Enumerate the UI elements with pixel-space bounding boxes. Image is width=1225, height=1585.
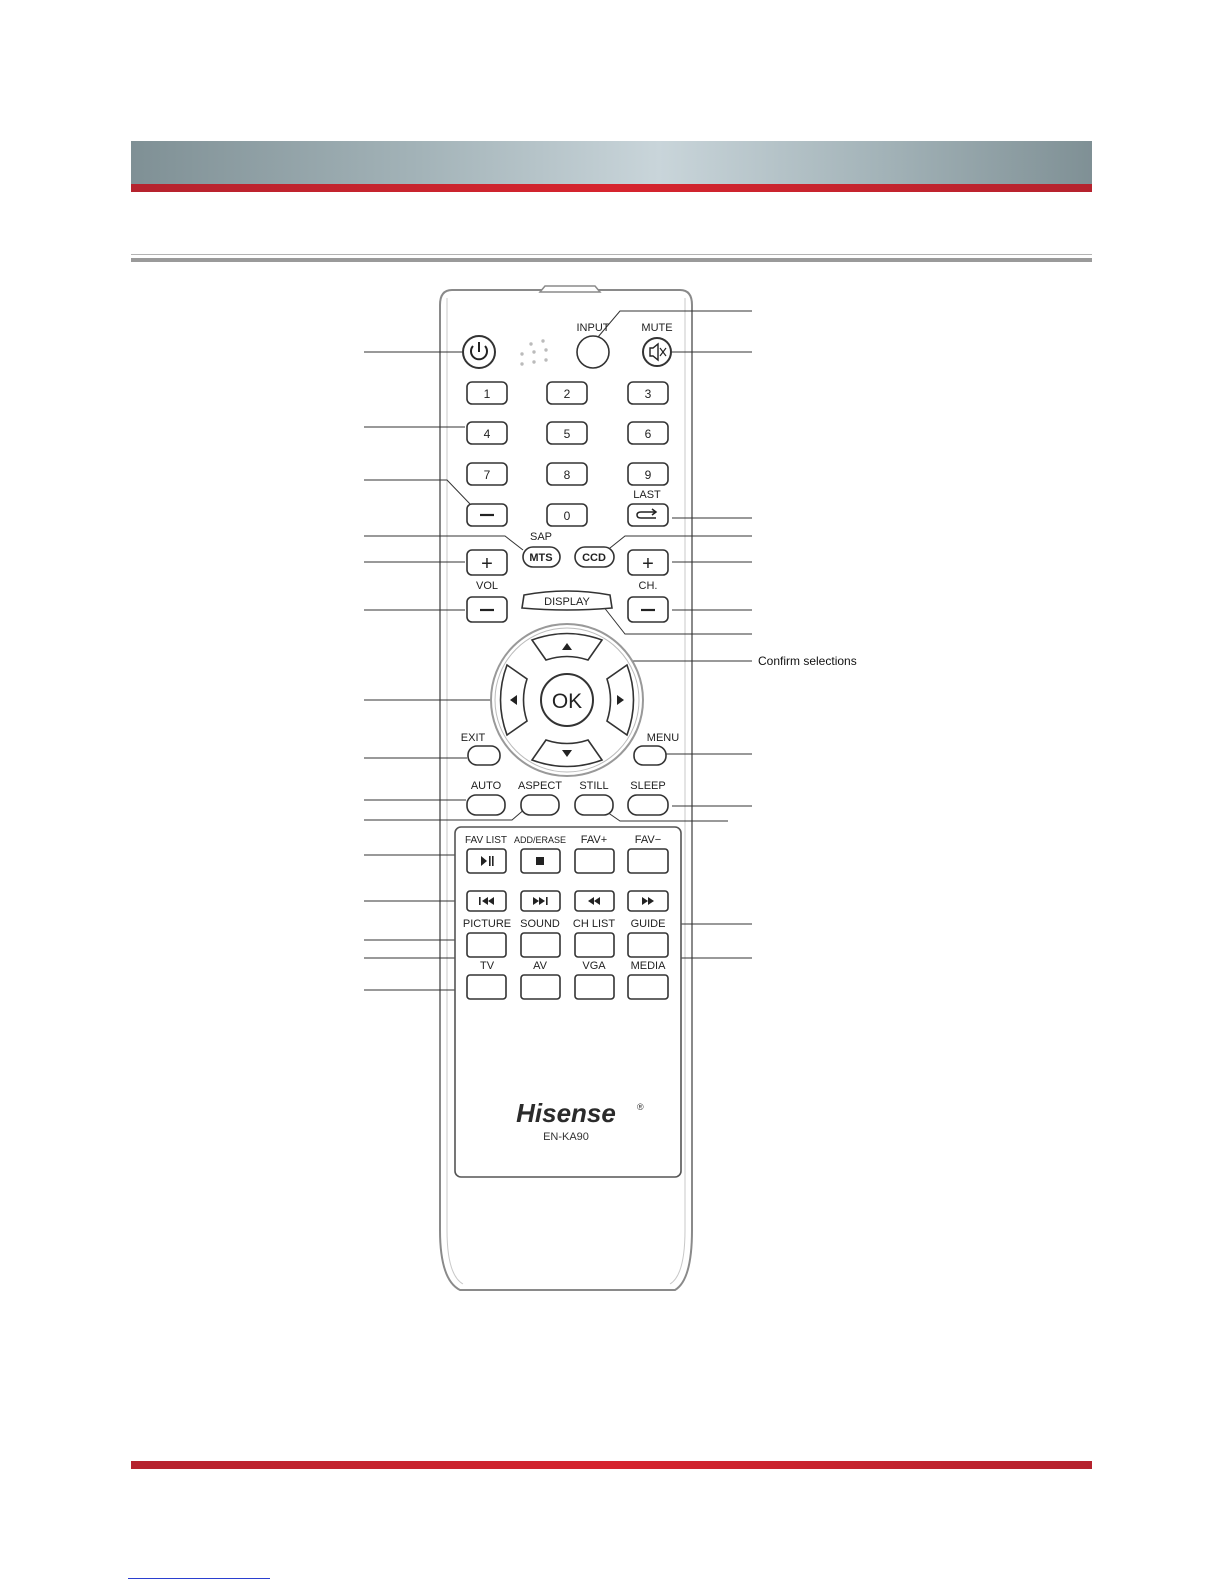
aspect-button[interactable] bbox=[521, 795, 559, 815]
digit-9-label: 9 bbox=[644, 468, 652, 482]
power-button[interactable] bbox=[463, 336, 495, 368]
picture-label: PICTURE bbox=[462, 918, 512, 930]
menu-button[interactable] bbox=[634, 746, 666, 765]
volume-up-label: + bbox=[481, 553, 493, 575]
guide-label: GUIDE bbox=[630, 918, 666, 930]
footer-link-underline[interactable] bbox=[128, 1578, 270, 1579]
menu-label: MENU bbox=[646, 732, 680, 744]
aspect-label: ASPECT bbox=[517, 780, 563, 792]
footer-accent-line bbox=[131, 1461, 1092, 1469]
sound-label: SOUND bbox=[520, 918, 560, 930]
tv-label: TV bbox=[479, 960, 495, 972]
vga-label: VGA bbox=[582, 960, 606, 972]
vga-button[interactable] bbox=[575, 975, 614, 999]
media-label: MEDIA bbox=[630, 960, 666, 972]
brand-logo: Hisense bbox=[516, 1098, 616, 1128]
fav-minus-button[interactable] bbox=[628, 849, 668, 873]
input-label: INPUT bbox=[576, 322, 610, 334]
auto-button[interactable] bbox=[467, 795, 505, 815]
ch-list-label: CH LIST bbox=[572, 918, 616, 930]
digit-7-label: 7 bbox=[483, 468, 491, 482]
fav-plus-button[interactable] bbox=[575, 849, 614, 873]
sleep-button[interactable] bbox=[628, 795, 668, 815]
picture-button[interactable] bbox=[467, 933, 506, 957]
add-erase-label: ADD/ERASE bbox=[513, 835, 567, 845]
digit-0-label: 0 bbox=[563, 509, 571, 523]
digit-8-label: 8 bbox=[563, 468, 571, 482]
vol-label: VOL bbox=[475, 580, 499, 592]
ccd-label: CCD bbox=[582, 552, 606, 564]
av-label: AV bbox=[533, 960, 547, 972]
digit-6-label: 6 bbox=[644, 427, 652, 441]
ch-list-button[interactable] bbox=[575, 933, 614, 957]
mts-label: MTS bbox=[529, 552, 553, 564]
ok-label: OK bbox=[551, 690, 583, 713]
mute-button[interactable] bbox=[643, 338, 671, 366]
auto-label: AUTO bbox=[470, 780, 502, 792]
sound-button[interactable] bbox=[521, 933, 560, 957]
mute-label: MUTE bbox=[641, 322, 673, 334]
digit-2-label: 2 bbox=[563, 387, 571, 401]
sap-label: SAP bbox=[529, 531, 553, 543]
channel-up-label: + bbox=[642, 553, 654, 575]
guide-button[interactable] bbox=[628, 933, 668, 957]
exit-label: EXIT bbox=[460, 732, 486, 744]
sleep-label: SLEEP bbox=[630, 780, 666, 792]
registered-mark: ® bbox=[637, 1102, 644, 1112]
digit-5-label: 5 bbox=[563, 427, 571, 441]
fav-plus-label: FAV+ bbox=[580, 834, 608, 846]
av-button[interactable] bbox=[521, 975, 560, 999]
ok-callout-text: Confirm selections bbox=[758, 654, 857, 668]
display-label: DISPLAY bbox=[544, 596, 590, 608]
input-button[interactable] bbox=[577, 336, 609, 368]
tv-button[interactable] bbox=[467, 975, 506, 999]
still-button[interactable] bbox=[575, 795, 613, 815]
exit-button[interactable] bbox=[468, 746, 500, 765]
stop-icon bbox=[536, 857, 544, 865]
model-number: EN-KA90 bbox=[543, 1131, 589, 1143]
ir-window bbox=[540, 286, 600, 292]
media-button[interactable] bbox=[628, 975, 668, 999]
digit-1-label: 1 bbox=[483, 387, 491, 401]
dpad bbox=[491, 624, 643, 776]
digit-4-label: 4 bbox=[483, 427, 491, 441]
last-button[interactable] bbox=[628, 504, 668, 526]
still-label: STILL bbox=[579, 780, 609, 792]
ch-label: CH. bbox=[638, 580, 658, 592]
fav-minus-label: FAV− bbox=[634, 834, 662, 846]
fav-list-label: FAV LIST bbox=[464, 835, 508, 846]
last-label: LAST bbox=[633, 489, 661, 501]
digit-3-label: 3 bbox=[644, 387, 652, 401]
